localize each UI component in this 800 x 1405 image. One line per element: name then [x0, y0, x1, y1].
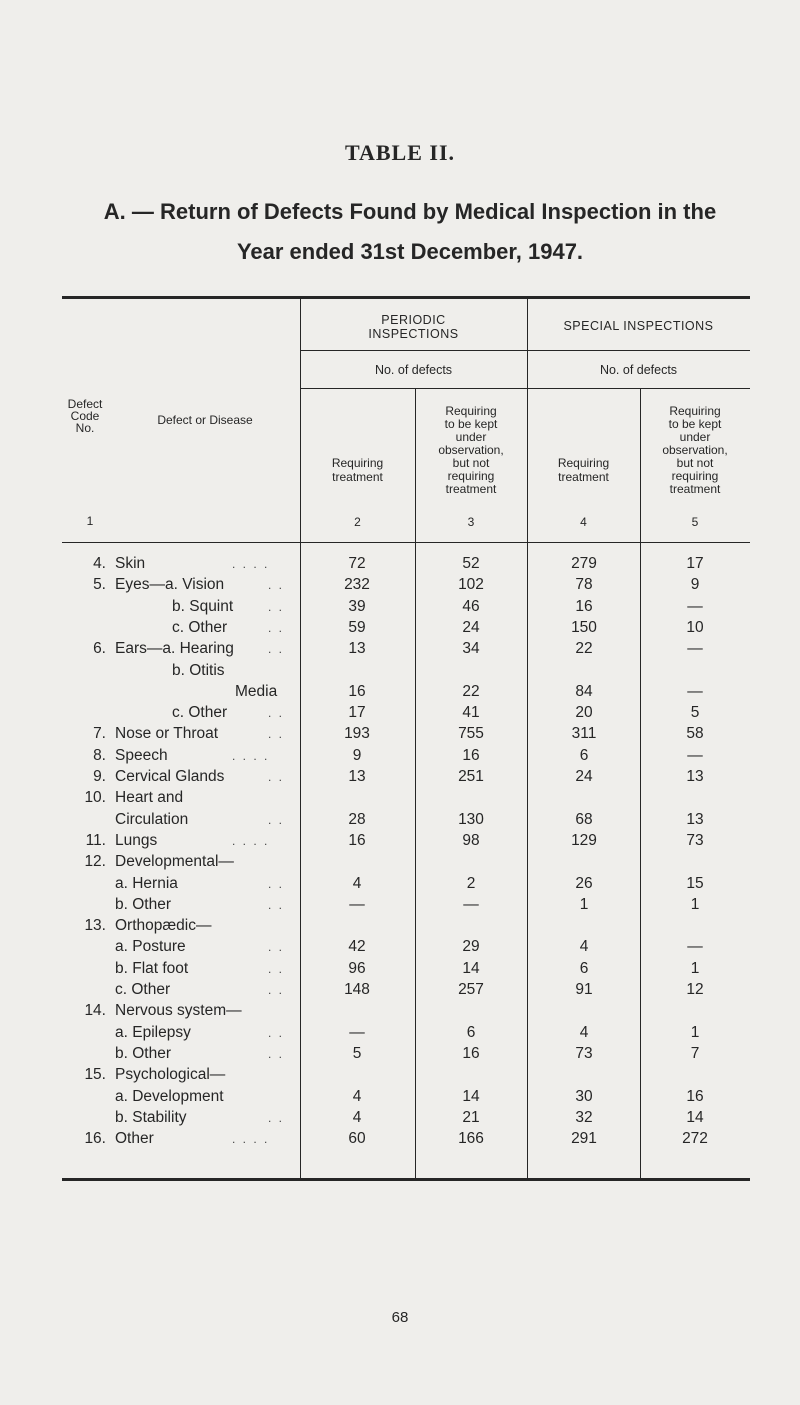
row-code: 9.: [93, 768, 106, 785]
cell-col-5: 13: [686, 810, 704, 828]
cell-col-3: 24: [462, 618, 480, 636]
cell-col-5: 73: [686, 831, 704, 849]
header-line-group: [300, 350, 750, 351]
cell-col-4: 6: [579, 959, 589, 977]
header-periodic: PERIODIC INSPECTIONS: [368, 313, 459, 341]
header-periodic-treatment: Requiring treatment: [331, 456, 384, 484]
cell-col-2: 193: [344, 725, 370, 743]
cell-col-2: 9: [352, 746, 362, 764]
col-number-5: 5: [691, 515, 699, 529]
cell-col-4: 150: [571, 618, 597, 636]
cell-col-2: 72: [348, 555, 366, 572]
cell-col-3: 34: [462, 640, 480, 658]
cell-col-2: 16: [348, 682, 366, 700]
cell-col-5: —: [687, 682, 703, 700]
cell-col-5: 1: [690, 959, 700, 977]
cell-col-5: 7: [690, 1044, 700, 1062]
cell-col-3: 257: [458, 981, 484, 998]
row-code: 16.: [84, 1130, 106, 1148]
row-label: Circulation: [115, 810, 189, 828]
row-label: b. Otitis: [172, 661, 225, 679]
header-periodic-observation: Requiring to be kept under observation, but not requiring treatment: [438, 404, 504, 496]
row-label: Developmental—: [115, 853, 234, 871]
cell-col-4: 1: [579, 895, 589, 913]
cell-col-2: 5: [352, 1044, 362, 1062]
cell-col-5: 9: [690, 576, 700, 594]
row-code: 5.: [93, 576, 106, 594]
row-leader-dots: . . . .: [232, 833, 270, 848]
row-label: Nervous system—: [115, 1002, 242, 1020]
cell-col-4: 311: [571, 725, 597, 743]
subtitle-line-1: A. — Return of Defects Found by Medical Inspection in the: [103, 199, 717, 224]
col-number-1: 1: [86, 514, 94, 528]
row-label: a. Development: [115, 1087, 224, 1105]
header-periodic-no-defects: No. of defects: [374, 363, 453, 377]
row-label: Speech: [115, 746, 168, 764]
header-line-defects: [300, 388, 750, 389]
row-code: 14.: [84, 1002, 106, 1020]
page-title: TABLE II.: [344, 140, 456, 165]
row-code: 12.: [84, 853, 106, 871]
cell-col-5: 14: [686, 1108, 704, 1126]
row-label: Eyes—a. Vision: [115, 576, 225, 594]
cell-col-4: 91: [575, 981, 593, 998]
cell-col-4: 24: [575, 768, 593, 785]
row-label: a. Hernia: [115, 874, 178, 892]
cell-col-4: 4: [579, 938, 589, 956]
row-leader-dots: . .: [268, 876, 285, 891]
cell-col-3: 16: [462, 1044, 480, 1062]
row-leader-dots: . .: [268, 897, 285, 912]
row-label: Nose or Throat: [115, 725, 219, 743]
cell-col-3: 41: [462, 704, 480, 722]
row-leader-dots: . .: [268, 961, 285, 976]
cell-col-5: —: [687, 938, 703, 956]
row-label: c. Other: [172, 618, 228, 636]
header-defect-disease: Defect or Disease: [157, 413, 253, 427]
row-label: Heart and: [115, 789, 184, 807]
table-bottom-rule: [62, 1178, 750, 1181]
row-leader-dots: . .: [268, 1110, 285, 1125]
row-leader-dots: . .: [268, 620, 285, 635]
row-code: 11.: [85, 831, 106, 849]
header-special: SPECIAL INSPECTIONS: [563, 319, 714, 333]
row-label: a. Epilepsy: [115, 1023, 191, 1041]
row-leader-dots: . . . .: [232, 557, 270, 571]
cell-col-3: 166: [458, 1130, 484, 1148]
table-top-rule: [62, 296, 750, 299]
row-code: 8.: [93, 746, 106, 764]
cell-col-4: 129: [571, 831, 597, 849]
cell-col-2: 13: [348, 640, 366, 658]
cell-col-4: 4: [579, 1023, 589, 1041]
col-number-2: 2: [354, 515, 361, 529]
row-leader-dots: . .: [268, 727, 285, 742]
cell-col-3: 6: [466, 1023, 476, 1041]
cell-col-5: 15: [686, 874, 704, 892]
table-subtitle: [60, 192, 760, 272]
col-divider-4: [640, 388, 641, 1178]
cell-col-5: 12: [686, 981, 704, 998]
cell-col-3: 52: [462, 555, 480, 572]
row-label: b. Other: [115, 1044, 171, 1062]
cell-col-3: 29: [462, 938, 480, 956]
row-code: 4.: [93, 555, 106, 572]
cell-col-2: 28: [348, 810, 366, 828]
row-code: 13.: [84, 917, 106, 935]
row-leader-dots: . .: [268, 812, 285, 827]
row-label: b. Other: [115, 895, 171, 913]
col-divider-3: [527, 299, 528, 1178]
cell-col-3: 102: [458, 576, 484, 594]
row-leader-dots: . .: [268, 770, 285, 784]
row-label: Orthopædic—: [115, 917, 212, 935]
cell-col-2: 17: [348, 704, 366, 722]
cell-col-2: 13: [348, 768, 366, 785]
cell-col-2: 96: [348, 959, 366, 977]
row-label: b. Squint: [172, 597, 234, 615]
cell-col-5: 1: [690, 1023, 700, 1041]
row-code: 10.: [84, 789, 106, 807]
row-leader-dots: . .: [268, 1025, 285, 1040]
cell-col-2: 4: [352, 1108, 362, 1126]
cell-col-2: 59: [348, 618, 366, 636]
cell-col-5: —: [687, 746, 703, 764]
cell-col-5: 58: [686, 725, 704, 743]
row-label: Psychological—: [115, 1066, 226, 1084]
col-number-3: 3: [467, 515, 475, 529]
cell-col-4: 68: [575, 810, 593, 828]
cell-col-4: 22: [575, 640, 593, 658]
row-code: 15.: [84, 1066, 106, 1084]
cell-col-2: 60: [348, 1130, 366, 1148]
header-special-observation: Requiring to be kept under observation, but not requiring treatment: [662, 404, 728, 496]
cell-col-3: 130: [458, 810, 484, 828]
cell-col-2: 16: [348, 831, 366, 849]
row-label: c. Other: [115, 981, 171, 998]
cell-col-3: 21: [462, 1108, 480, 1126]
cell-col-2: 4: [352, 874, 362, 892]
cell-col-3: 14: [462, 959, 480, 977]
cell-col-4: 78: [575, 576, 593, 594]
cell-col-3: 46: [462, 597, 480, 615]
row-leader-dots: . . . .: [232, 1132, 270, 1147]
cell-col-3: 98: [462, 831, 480, 849]
cell-col-5: 1: [690, 895, 700, 913]
row-label: Skin: [115, 555, 146, 572]
cell-col-2: 39: [348, 597, 366, 615]
row-leader-dots: . .: [268, 599, 285, 614]
row-leader-dots: . .: [268, 940, 285, 955]
cell-col-4: 73: [575, 1044, 593, 1062]
row-leader-dots: . . . .: [232, 748, 270, 763]
cell-col-4: 16: [575, 597, 593, 615]
col-number-4: 4: [580, 515, 587, 529]
cell-col-5: —: [687, 640, 703, 658]
col-divider-1: [300, 299, 301, 1178]
row-leader-dots: . .: [268, 983, 285, 997]
cell-col-2: 42: [348, 938, 366, 956]
header-line-bottom: [62, 542, 750, 543]
cell-col-2: —: [349, 895, 365, 913]
cell-col-5: 5: [690, 704, 700, 722]
cell-col-2: 148: [344, 981, 370, 998]
cell-col-4: 32: [575, 1108, 593, 1126]
cell-col-3: 16: [462, 746, 480, 764]
cell-col-3: 14: [462, 1087, 480, 1105]
row-label: Cervical Glands: [115, 768, 225, 785]
row-code: 6.: [93, 640, 106, 658]
col-divider-2: [415, 388, 416, 1178]
cell-col-5: 272: [682, 1130, 708, 1148]
subtitle-line-2: Year ended 31st December, 1947.: [236, 239, 584, 264]
row-label: Other: [115, 1130, 154, 1148]
cell-col-2: 232: [344, 576, 370, 594]
cell-col-4: 30: [575, 1087, 593, 1105]
row-code: 7.: [93, 725, 106, 743]
page-number: 68: [391, 1309, 409, 1326]
cell-col-3: 2: [466, 874, 476, 892]
row-label: c. Other: [172, 704, 228, 722]
row-label: Ears—a. Hearing: [115, 640, 234, 658]
cell-col-4: 84: [575, 682, 593, 700]
cell-col-5: 16: [686, 1087, 704, 1105]
cell-col-4: 279: [571, 555, 597, 572]
row-leader-dots: . .: [268, 706, 285, 721]
row-leader-dots: . .: [268, 578, 285, 593]
cell-col-3: 22: [462, 682, 480, 700]
header-defect-code: Defect Code No.: [67, 397, 103, 435]
header-special-no-defects: No. of defects: [599, 363, 678, 377]
cell-col-4: 6: [579, 746, 589, 764]
row-label: a. Posture: [115, 938, 186, 956]
row-label: Media: [235, 682, 278, 700]
row-leader-dots: . .: [268, 1046, 285, 1061]
cell-col-4: 20: [575, 704, 593, 722]
cell-col-5: 13: [686, 768, 704, 785]
row-label: Lungs: [115, 831, 158, 849]
cell-col-2: —: [349, 1023, 365, 1041]
cell-col-5: 17: [686, 555, 704, 572]
cell-col-5: 10: [686, 618, 704, 636]
cell-col-4: 291: [571, 1130, 597, 1148]
cell-col-3: 755: [458, 725, 484, 743]
cell-col-4: 26: [575, 874, 593, 892]
cell-col-3: 251: [458, 768, 484, 785]
header-special-treatment: Requiring treatment: [557, 456, 610, 484]
cell-col-3: —: [463, 895, 479, 913]
cell-col-5: —: [687, 597, 703, 615]
cell-col-2: 4: [352, 1087, 362, 1105]
row-label: b. Flat foot: [115, 959, 189, 977]
row-leader-dots: . .: [268, 642, 285, 657]
row-label: b. Stability: [115, 1108, 187, 1126]
